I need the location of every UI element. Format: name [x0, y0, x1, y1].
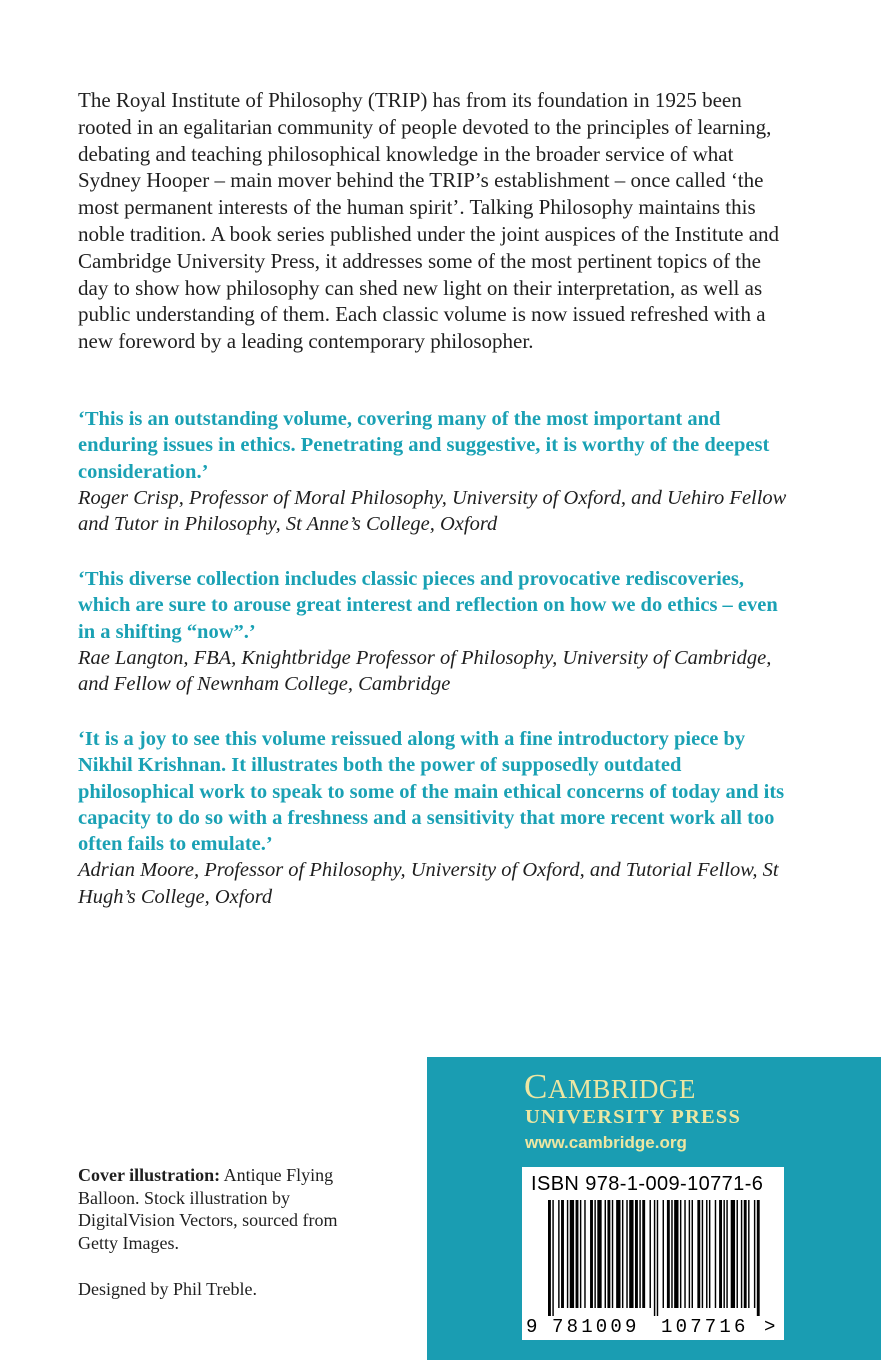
barcode-bar [576, 1200, 579, 1308]
barcode-lead-digit: 9 [526, 1316, 538, 1338]
barcode-bar [674, 1200, 678, 1308]
barcode-bar [567, 1200, 568, 1308]
review-attribution: Rae Langton, FBA, Knightbridge Professor of Philosophy, University of Cambridge, and Fellow of Newnham College, Cambridge [78, 646, 772, 696]
barcode-quiet-mark: > [764, 1316, 776, 1338]
barcode-bar [639, 1200, 640, 1308]
barcode-bar [715, 1200, 716, 1308]
review-block [78, 406, 798, 537]
barcode-digits [526, 1316, 782, 1338]
barcode-bar [584, 1200, 585, 1308]
barcode-bar [548, 1200, 551, 1316]
barcode-bar [654, 1200, 655, 1316]
barcode-bar [744, 1200, 747, 1308]
publisher-subline: UNIVERSITY PRESS [525, 1106, 742, 1128]
review-block [78, 726, 798, 910]
barcode-bar [719, 1200, 722, 1308]
barcode-bar [671, 1200, 672, 1308]
barcode-bar [597, 1200, 601, 1308]
review-block [78, 566, 798, 697]
barcode-bar [626, 1200, 627, 1308]
barcode-bar [709, 1200, 710, 1308]
publisher-name-rest: AMBRIDGE [547, 1074, 696, 1104]
publisher-url: www.cambridge.org [525, 1133, 687, 1152]
barcode-bars [548, 1200, 760, 1316]
barcode-bar [616, 1200, 620, 1308]
review-quote: ‘It is a joy to see this volume reissued along with a fine introductory piece by Nikhil Krishnan. It illustrates both the power of supposedly outdated philosophical work to speak to some of the main ethical concerns of today and its capacity to do so with a freshness and a sensitivity that more recent work all too often fails to emulate.’ [78, 728, 785, 856]
barcode-bar [731, 1200, 735, 1308]
barcode-bar [635, 1200, 638, 1308]
barcode-left-group: 781009 [552, 1316, 640, 1338]
publisher-initial: C [524, 1067, 548, 1106]
review-attribution: Roger Crisp, Professor of Moral Philosophy, University of Oxford, and Uehiro Fellow and Tutor in Philosophy, St Anne’s College, Oxford [78, 486, 787, 536]
barcode-bar [607, 1200, 610, 1308]
barcode-bar [697, 1200, 700, 1308]
barcode-bar [650, 1200, 651, 1308]
barcode-bar [737, 1200, 738, 1308]
barcode-bar [723, 1200, 724, 1308]
review-quote: ‘This diverse collection includes classic pieces and provocative rediscoveries, which are sure to arouse great interest and reflection on how we do ethics – even in a shifting “now”.’ [78, 568, 778, 643]
barcode-bar [684, 1200, 685, 1308]
barcode-bar [580, 1200, 581, 1308]
barcode-bar [692, 1200, 693, 1308]
review-quote: ‘This is an outstanding volume, covering many of the most important and enduring issues in ethics. Penetrating and suggestive, it is worthy of the deepest consideration.’ [78, 408, 770, 483]
cover-credit-label: Cover illustration: [78, 1165, 221, 1185]
barcode-bar [612, 1200, 613, 1308]
barcode-bar [642, 1200, 645, 1308]
review-attribution: Adrian Moore, Professor of Philosophy, University of Oxford, and Tutorial Fellow, St Hugh’s College, Oxford [78, 859, 779, 908]
barcode-bar [629, 1200, 633, 1308]
barcode-bar [605, 1200, 606, 1308]
publisher-logo [524, 1069, 696, 1107]
barcode-bar [657, 1200, 658, 1316]
designer-credit: Designed by Phil Treble. [78, 1279, 258, 1299]
isbn-barcode [522, 1167, 784, 1340]
barcode-bar [680, 1200, 681, 1308]
barcode-bar [590, 1200, 593, 1308]
series-description: The Royal Institute of Philosophy (TRIP) has from its foundation in 1925 been rooted in an egalitarian community of people devoted to the principles of learning, debating and teaching philosophical knowledge in the broader service of what Sydney Hooper – main mover behind the TRIP’s establishment – once called ‘the most permanent interests of the human spirit’. Talking Philosophy maintains this noble tradition. A book series published under the joint auspices of the Institute and Cambridge University Press, it addresses some of the most pertinent topics of the day to show how philosophy can shed new light on their interpretation, as well as public understanding of them. Each classic volume is now issued refreshed with a new foreword by a leading contemporary philosopher. [78, 88, 780, 354]
barcode-bar [757, 1200, 760, 1316]
cover-illustration-credit [78, 1164, 378, 1254]
barcode-bar [667, 1200, 670, 1308]
barcode-bar [558, 1200, 559, 1308]
publisher-panel [427, 1057, 881, 1360]
barcode-bar [594, 1200, 595, 1308]
barcode-bar [689, 1200, 690, 1308]
barcode-bar [561, 1200, 564, 1308]
cover-credit-text: Antique Flying Balloon. Stock illustration by DigitalVision Vectors, sourced from Getty Images. [78, 1165, 338, 1253]
barcode-bar [622, 1200, 623, 1308]
barcode-bar [706, 1200, 707, 1308]
barcode-bar [570, 1200, 574, 1308]
barcode-bar [754, 1200, 755, 1308]
barcode-bar [726, 1200, 727, 1308]
barcode-bar [663, 1200, 664, 1308]
barcode-bar [748, 1200, 749, 1308]
barcode-bar [741, 1200, 742, 1308]
barcode-right-group: 107716 [661, 1316, 749, 1338]
credits [78, 1164, 378, 1301]
barcode-bar [552, 1200, 553, 1316]
isbn-label: ISBN 978-1-009-10771-6 [531, 1173, 764, 1195]
barcode-bar [702, 1200, 703, 1308]
